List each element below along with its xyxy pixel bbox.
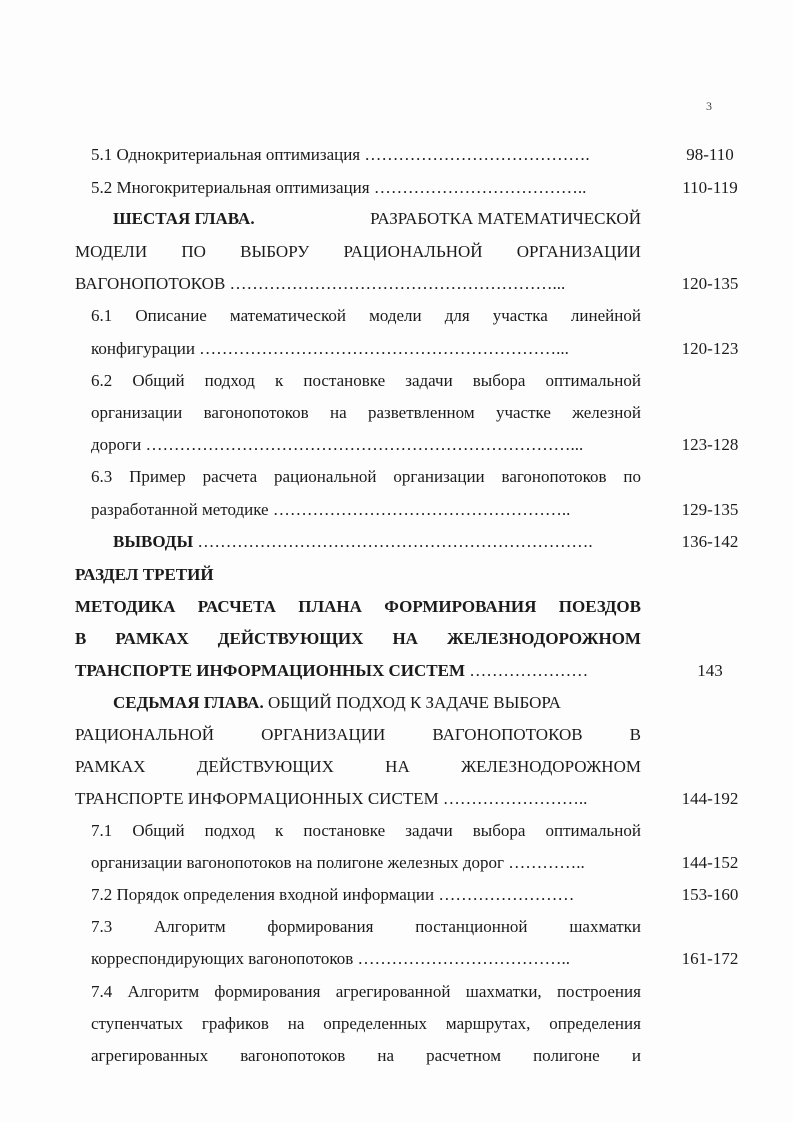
word: постановке <box>303 371 386 390</box>
toc-entry-5-1 <box>91 143 641 167</box>
word: расчета <box>202 467 258 486</box>
word: графиков <box>201 1014 269 1033</box>
word: ПОЕЗДОВ <box>558 597 641 616</box>
word: железной <box>572 403 641 422</box>
word: организации <box>393 467 485 486</box>
toc-entry-6-1-end <box>91 337 641 361</box>
word: агрегированных <box>91 1046 209 1065</box>
word: РАЦИОНАЛЬНОЙ <box>75 725 215 744</box>
toc-entry-6-2-cont <box>91 401 641 425</box>
entry-pages: 129-135 <box>681 500 739 519</box>
toc-entry-7-3 <box>91 915 641 939</box>
entry-text: разработанной методике …………………………………………….. <box>91 500 571 519</box>
entry-text <box>75 240 641 264</box>
toc-entry-6-2-end <box>91 433 641 457</box>
entry-pages: 144-192 <box>681 789 739 808</box>
word: МОДЕЛИ <box>75 242 148 261</box>
word: задачи <box>405 821 453 840</box>
section-title-line-3 <box>75 659 641 683</box>
word: подход <box>204 371 255 390</box>
word: определенных <box>323 1014 428 1033</box>
word: В <box>629 725 641 744</box>
section-heading <box>75 563 641 587</box>
word: формирования <box>214 982 321 1001</box>
entry-pages: 153-160 <box>681 885 739 904</box>
entry-text: организации вагонопотоков на полигоне железных дорог ………….. <box>91 853 585 872</box>
entry-text <box>75 755 641 779</box>
entry-pages: 144-152 <box>681 853 739 872</box>
entry-text: конфигурации ………………………………………………………... <box>91 339 569 358</box>
word: ПЛАНА <box>298 597 362 616</box>
entry-text <box>75 595 641 619</box>
word: рациональной <box>274 467 377 486</box>
entry-text <box>91 465 641 489</box>
word: ДЕЙСТВУЮЩИХ <box>217 629 364 648</box>
entry-text: ВАГОНОПОТОКОВ …………………………………………………... <box>75 274 566 293</box>
word: полигоне <box>533 1046 600 1065</box>
word: шахматки, <box>465 982 542 1001</box>
toc-chapter-6-title-line <box>75 240 641 264</box>
entry-text <box>75 723 641 747</box>
chapter-title: РАЗРАБОТКА МАТЕМАТИЧЕСКОЙ <box>370 209 641 228</box>
section-title-line-2 <box>75 627 641 651</box>
entry-text <box>91 819 641 843</box>
word: 7.3 <box>91 917 113 936</box>
word: 6.2 <box>91 371 113 390</box>
chapter-title: ОБЩИЙ ПОДХОД К ЗАДАЧЕ ВЫБОРА <box>263 693 561 712</box>
word: по <box>623 467 641 486</box>
word: участка <box>492 306 548 325</box>
entry-text <box>91 304 641 328</box>
word: Общий <box>132 371 185 390</box>
entry-text: корреспондирующих вагонопотоков ……………………………….. <box>91 949 571 968</box>
word: РАМКАХ <box>75 757 146 776</box>
word: участке <box>495 403 551 422</box>
word: расчетном <box>426 1046 501 1065</box>
chapter-label: ШЕСТАЯ ГЛАВА. <box>113 209 255 228</box>
entry-pages: 110-119 <box>682 178 738 197</box>
entry-text: 5.2 Многокритериальная оптимизация ……………………………….. <box>91 178 587 197</box>
word: ФОРМИРОВАНИЯ <box>384 597 537 616</box>
word: МЕТОДИКА <box>75 597 176 616</box>
toc-entry-6-3-end <box>91 498 641 522</box>
word: Алгоритм <box>154 917 226 936</box>
conclusions-label: ВЫВОДЫ <box>113 532 194 551</box>
section-title-line-1 <box>75 595 641 619</box>
page-number: 3 <box>706 99 712 113</box>
chapter-label: СЕДЬМАЯ ГЛАВА. <box>113 693 264 712</box>
word: разветвленном <box>367 403 475 422</box>
word: ОРГАНИЗАЦИИ <box>516 242 641 261</box>
toc-entry-6-2 <box>91 369 641 393</box>
toc-entry-6-3 <box>91 465 641 489</box>
word: НА <box>385 757 410 776</box>
toc-chapter-7-title-end <box>75 787 641 811</box>
word: выбора <box>472 371 526 390</box>
word: РАМКАХ <box>115 629 189 648</box>
leader-dots: ……………………………………………………………. <box>193 532 593 551</box>
entry-text: 7.2 Порядок определения входной информации …………………… <box>91 885 575 904</box>
entry-text <box>91 980 641 1004</box>
toc-entry-5-2 <box>91 176 641 200</box>
word: агрегированной <box>335 982 451 1001</box>
word: РАЦИОНАЛЬНОЙ <box>343 242 483 261</box>
word: и <box>631 1046 641 1065</box>
toc-entry-7-4 <box>91 980 641 1004</box>
word: шахматки <box>569 917 641 936</box>
toc-chapter-6-heading <box>113 207 641 231</box>
word: ВЫБОРУ <box>240 242 310 261</box>
word: математической <box>229 306 346 325</box>
toc-entry-7-1-end <box>91 851 641 875</box>
toc-conclusions <box>113 530 641 554</box>
toc-entry-7-4-cont-2 <box>91 1044 641 1068</box>
word: постановке <box>303 821 386 840</box>
word: вагонопотоков <box>203 403 309 422</box>
entry-text <box>75 627 641 651</box>
entry-text <box>91 401 641 425</box>
word: ПО <box>181 242 206 261</box>
word: ДЕЙСТВУЮЩИХ <box>196 757 334 776</box>
word: на <box>287 1014 305 1033</box>
entry-text <box>91 1044 641 1068</box>
word: 7.4 <box>91 982 113 1001</box>
entry-text <box>91 915 641 939</box>
entry-pages: 161-172 <box>681 949 739 968</box>
entry-text: дороги …………………………………………………………………... <box>91 435 584 454</box>
entry-text: 5.1 Однокритериальная оптимизация …………………………………. <box>91 145 590 164</box>
word: линейной <box>570 306 641 325</box>
leader-dots: ………………… <box>465 661 589 680</box>
section-title-end: ТРАНСПОРТЕ ИНФОРМАЦИОННЫХ СИСТЕМ <box>75 661 465 680</box>
word: на <box>329 403 347 422</box>
word: 6.3 <box>91 467 113 486</box>
entry-pages: 120-135 <box>681 274 739 293</box>
word: к <box>275 821 284 840</box>
word: выбора <box>472 821 526 840</box>
word: ОРГАНИЗАЦИИ <box>261 725 386 744</box>
word: В <box>75 629 87 648</box>
word: ЖЕЛЕЗНОДОРОЖНОМ <box>460 757 641 776</box>
toc-chapter-7-heading <box>113 691 641 715</box>
word: 7.1 <box>91 821 113 840</box>
toc-entry-7-2 <box>91 883 641 907</box>
toc-chapter-7-title-line-2 <box>75 755 641 779</box>
word: ВАГОНОПОТОКОВ <box>432 725 583 744</box>
entry-pages: 120-123 <box>681 339 739 358</box>
word: Общий <box>132 821 185 840</box>
word: формирования <box>267 917 374 936</box>
word: к <box>275 371 284 390</box>
word: организации <box>91 403 183 422</box>
toc-entry-7-3-end <box>91 947 641 971</box>
word: маршрутах, <box>445 1014 531 1033</box>
word: вагонопотоков <box>501 467 607 486</box>
word: оптимальной <box>545 821 641 840</box>
word: НА <box>392 629 418 648</box>
entry-pages: 123-128 <box>681 435 739 454</box>
word: для <box>444 306 470 325</box>
entry-pages: 98-110 <box>686 145 734 164</box>
word: подход <box>204 821 255 840</box>
entry-pages: 136-142 <box>681 532 739 551</box>
word: ЖЕЛЕЗНОДОРОЖНОМ <box>446 629 641 648</box>
word: модели <box>369 306 422 325</box>
entry-pages: 143 <box>697 661 723 680</box>
word: вагонопотоков <box>240 1046 346 1065</box>
word: постанционной <box>415 917 528 936</box>
toc-chapter-6-title-end <box>75 272 641 296</box>
toc-entry-7-1 <box>91 819 641 843</box>
word: построения <box>556 982 641 1001</box>
toc-entry-7-4-cont <box>91 1012 641 1036</box>
word: 6.1 <box>91 306 113 325</box>
entry-text: ТРАНСПОРТЕ ИНФОРМАЦИОННЫХ СИСТЕМ …………………….. <box>75 789 588 808</box>
word: Пример <box>129 467 186 486</box>
word: на <box>377 1046 395 1065</box>
word: Алгоритм <box>127 982 200 1001</box>
toc-entry-6-1 <box>91 304 641 328</box>
section-title: РАЗДЕЛ ТРЕТИЙ <box>75 565 214 584</box>
toc-chapter-7-title-line-1 <box>75 723 641 747</box>
word: РАСЧЕТА <box>197 597 276 616</box>
entry-text <box>91 1012 641 1036</box>
word: задачи <box>405 371 453 390</box>
word: Описание <box>135 306 207 325</box>
word: определения <box>549 1014 641 1033</box>
word: ступенчатых <box>91 1014 183 1033</box>
entry-text <box>91 369 641 393</box>
word: оптимальной <box>545 371 641 390</box>
